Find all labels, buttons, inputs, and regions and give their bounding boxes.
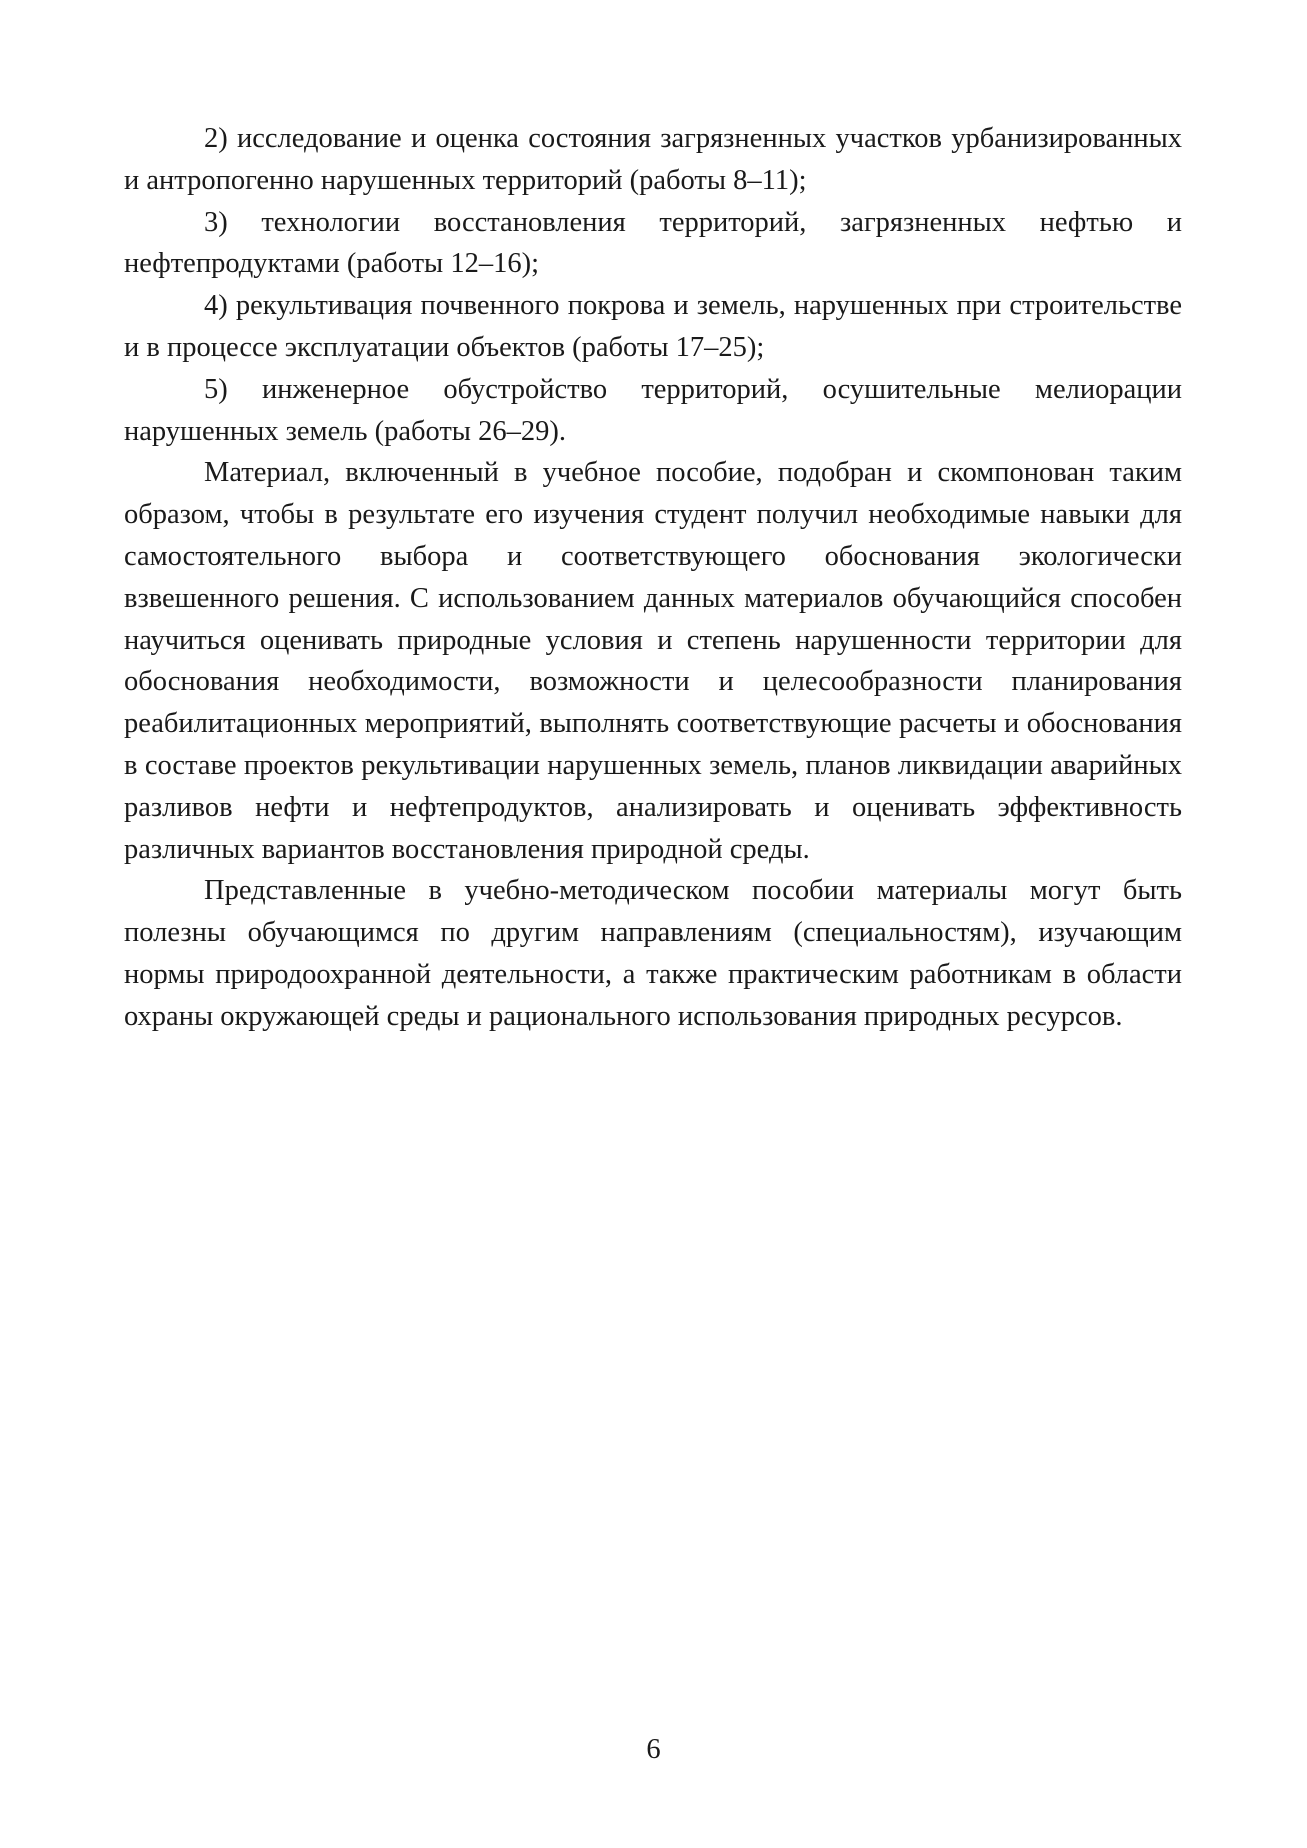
- page-content: [124, 118, 1182, 1038]
- paragraph-material: Материал, включенный в учебное пособие, подобран и скомпонован таким образом, чтобы в результате его изучения студент получил необходимые навыки для самостоятельного выбора и соответствующего обоснования экологически взвешенного решения. С использованием данных материалов обучающийся способен научиться оценивать природные условия и степень нарушенности территории для обоснования необходимости, возможности и целесообразности планирования реабилитационных мероприятий, выполнять соответствующие расчеты и обоснования в составе проектов рекультивации нарушенных земель, планов ликвидации аварийных разливов нефти и нефтепродуктов, анализировать и оценивать эффективность различных вариантов восстановления природной среды.: [124, 457, 1182, 865]
- list-item-3: 3) технологии восстановления территорий, загрязненных нефтью и нефтепродуктами (работы 12–16);: [124, 206, 1182, 280]
- list-item-2: 2) исследование и оценка состояния загрязненных участков урбанизированных и антропогенно нарушенных территорий (работы 8–11);: [124, 123, 1182, 196]
- list-item-5: 5) инженерное обустройство территорий, осушительные мелиорации нарушенных земель (работы 26–29).: [124, 373, 1182, 447]
- document-body: [124, 118, 1182, 1038]
- paragraph-audience: Представленные в учебно-методическом пособии материалы могут быть полезны обучающимся по другим направлениям (специальностям), изучающим нормы природоохранной деятельности, а также практическим работникам в области охраны окружающей среды и рационального использования природных ресурсов.: [124, 875, 1182, 1032]
- list-item-4: 4) рекультивация почвенного покрова и земель, нарушенных при строительстве и в процессе эксплуатации объектов (работы 17–25);: [124, 290, 1182, 363]
- page-number: 6: [646, 1734, 661, 1765]
